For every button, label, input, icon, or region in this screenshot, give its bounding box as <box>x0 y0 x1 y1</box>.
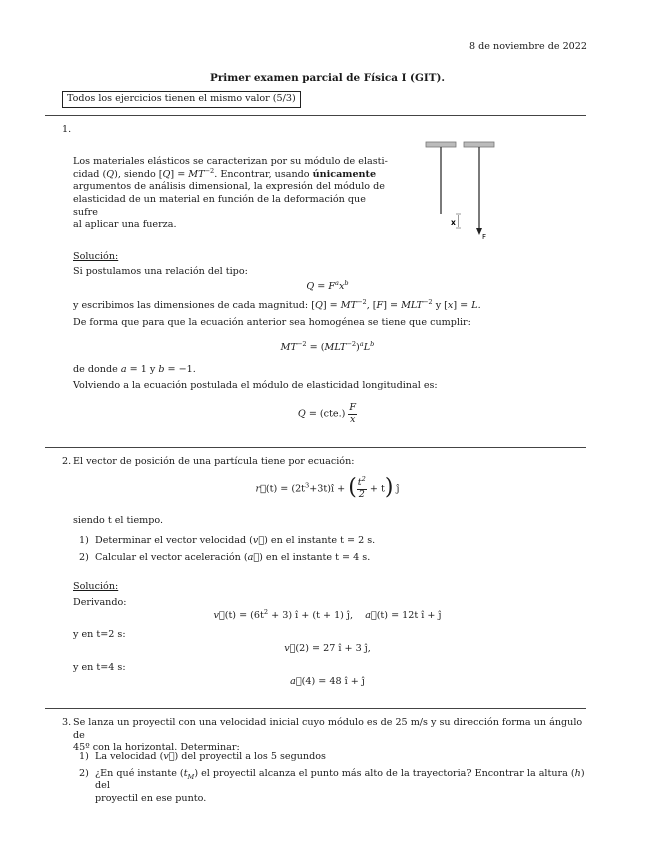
p2-equation-velocity-2: v⃗(2) = 27 î + 3 ĵ, <box>284 643 371 654</box>
p2-equation-position: r⃗(t) = $(2t^3+3t)î$ + ( $\frac{t^2}{2}$ + t) ĵ <box>255 474 400 501</box>
support-right <box>464 142 494 147</box>
p1-stmt-line: Los materiales elásticos se caracterizan por su módulo de elasti- <box>73 156 388 167</box>
f-label: F <box>482 233 487 241</box>
p1-solution-label: Solución: <box>73 251 119 262</box>
elastic-bar-figure <box>420 138 500 244</box>
p1-equation-2: $MT^{-2} = (MLT^{-2})^aL^b$ <box>280 339 375 353</box>
p1-stmt-line: argumentos de análisis dimensional, la expresión del módulo de <box>73 181 385 193</box>
p2-solution-line: Derivando: <box>73 597 127 608</box>
p1-solution-line: De forma que para que la ecuación anterior sea homogénea se tiene que cumplir: <box>73 317 471 328</box>
x-label: x <box>451 218 456 227</box>
problem-2-statement: El vector de posición de una partícula tiene por ecuación: <box>73 456 355 467</box>
problem-1-statement <box>73 156 393 232</box>
p2-items <box>73 535 573 568</box>
p3-item-2: 2) ¿En qué instante $(t_M)$ el proyectil alcanza el punto más alto de la trayectoria? Encontrar la altura (h) del proyectil en ese punto. <box>79 767 585 804</box>
p1-solution-line: Volviendo a la ecuación postulada el módulo de elasticidad longitudinal es: <box>73 380 438 391</box>
p2-item-1: 1) Determinar el vector velocidad (v⃗) en el instante t = 2 s. <box>79 535 376 546</box>
p1-solution-line: de donde a = 1 y b = −1. <box>73 364 196 375</box>
p2-item-2: 2) Calcular el vector aceleración (a⃗) en el instante t = 4 s. <box>79 551 371 563</box>
p1-stmt-line: elasticidad de un material en función de la deformación que sufre <box>73 193 366 218</box>
p2-solution-label: Solución: <box>73 581 119 592</box>
p3-stmt-line: 45º con la horizontal. Determinar: <box>73 742 240 754</box>
divider <box>45 447 586 448</box>
p2-equation-velocity-accel: v⃗(t) = $(6t^2 + 3)$ î + (t + 1) ĵ, a⃗(t) = 12t î + ĵ <box>213 607 442 621</box>
p2-equation-accel-4: a⃗(4) = 48 î + ĵ <box>290 676 365 687</box>
p1-stmt-line: al aplicar una fuerza. <box>73 219 177 231</box>
p2-statement-2: siendo t el tiempo. <box>73 515 164 526</box>
value-note-box: Todos los ejercicios tienen el mismo valor (5/3) <box>62 91 301 108</box>
problem-2-number: 2. <box>62 456 72 467</box>
support-left <box>426 142 456 147</box>
p1-equation-1: $Q = F^ax^b$ <box>306 278 349 292</box>
divider <box>45 115 586 116</box>
problem-3-statement <box>73 717 589 755</box>
p3-stmt-line: Se lanza un proyectil con una velocidad inicial cuyo módulo es de 25 m/s y su dirección forma un ángulo de <box>73 717 583 741</box>
p1-solution-line: y escribimos las dimensiones de cada magnitud: $[Q] = MT^{-2}$, $[F] = MLT^{-2}$ y [x] = L. <box>73 297 481 311</box>
problem-1-number: 1. <box>62 124 72 135</box>
p3-items <box>73 751 589 810</box>
p2-solution-line: y en t=4 s: <box>73 662 126 673</box>
problem-3-number: 3. <box>62 717 72 728</box>
exam-title: Primer examen parcial de Física I (GIT). <box>210 72 445 84</box>
p1-equation-3: Q = (cte.) $\frac{F}{x}$ <box>297 402 357 425</box>
exam-date: 8 de noviembre de 2022 <box>469 41 587 52</box>
p1-stmt-line: cidad (Q), siendo $[Q] = MT^{-2}$. Encontrar, usando únicamente <box>73 166 377 180</box>
p2-solution-line: y en t=2 s: <box>73 629 126 640</box>
p3-item-1: 1) La velocidad (v⃗) del proyectil a los 5 segundos <box>79 751 326 762</box>
divider <box>45 708 586 709</box>
p1-solution-line: Si postulamos una relación del tipo: <box>73 266 248 277</box>
